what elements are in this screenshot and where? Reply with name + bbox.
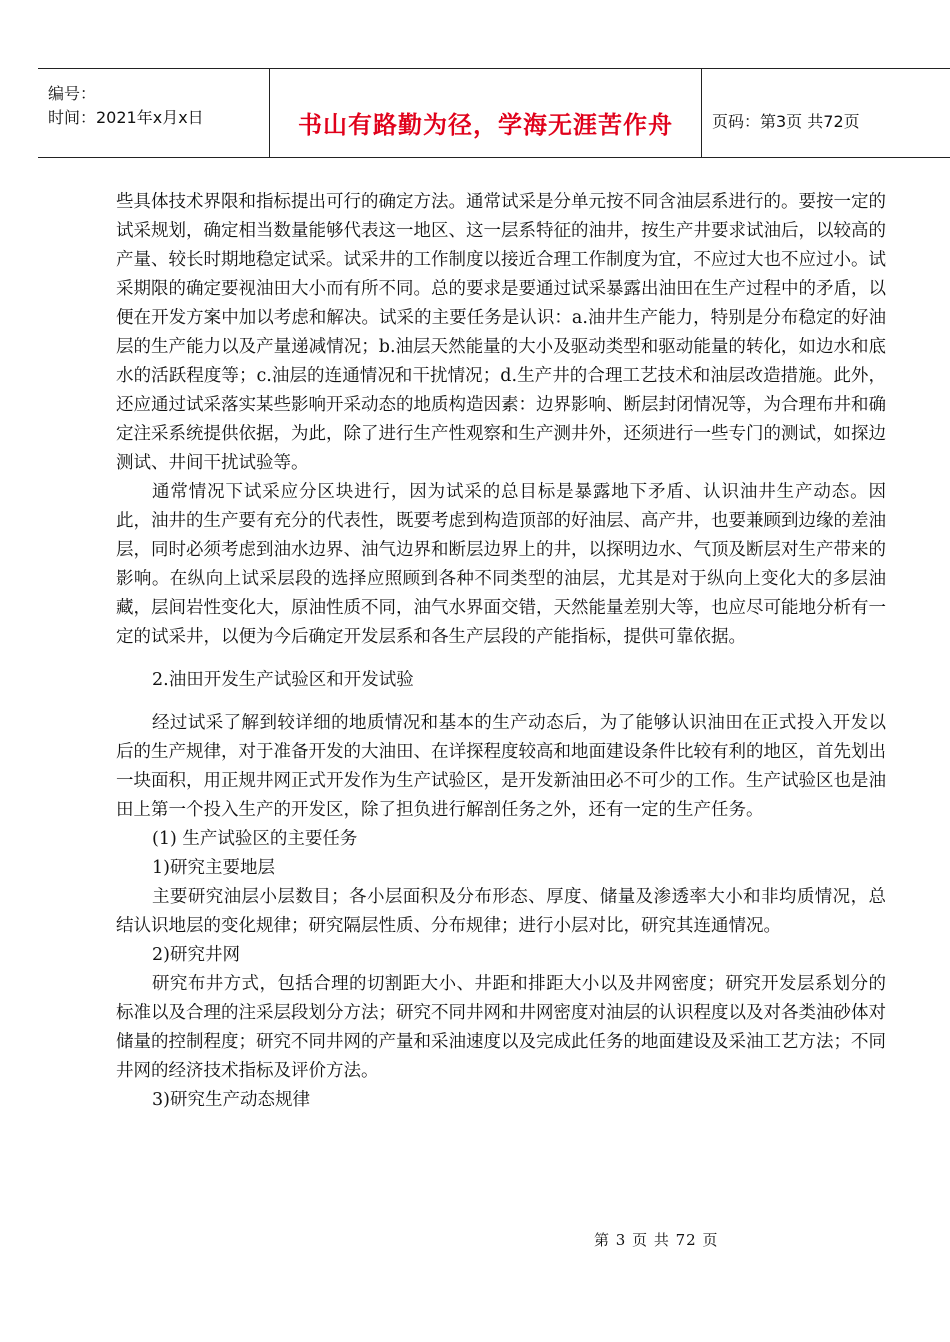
header-motto-cell	[270, 69, 702, 157]
list-item-well-pattern: 2)研究井网	[152, 945, 240, 965]
header-page-cell	[702, 69, 950, 157]
header-motto: 书山有路勤为径，学海无涯苦作舟	[298, 111, 673, 139]
paragraph-trial-blocks: 通常情况下试采应分区块进行，因为试采的总目标是暴露地下矛盾、认识油井生产动态。因此，油井的生产要有充分的代表性，既要考虑到构造顶部的好油层、高产井，也要兼顾到边缘的差油层，同时必须考虑到油水边界、油气边界和断层边界上的井，以探明边水、气顶及断层对生产带来的影响。在纵向上试采层段的选择应照顾到各种不同类型的油层，尤其是对于纵向上变化大的多层油藏，层间岩性变化大，原油性质不同，油气水界面交错，天然能量差别大等，也应尽可能地分析有一定的试采井，以便为今后确定开发层系和各生产层段的产能指标，提供可靠依据。	[116, 482, 886, 647]
document-code-label: 编号：	[48, 84, 97, 103]
paragraph-well-pattern: 研究布井方式，包括合理的切割距大小、井距和排距大小以及井网密度；研究开发层系划分的标准以及合理的注采层段划分方法；研究不同井网和井网密度对油层的认识程度以及对各类油砂体对储量的控制程度；研究不同井网的产量和采油速度以及完成此任务的地面建设及采油工艺方法；不同井网的经济技术指标及评价方法。	[116, 974, 886, 1081]
list-item-strata: 1)研究主要地层	[152, 858, 275, 878]
paragraph-pilot-area: 经过试采了解到较详细的地质情况和基本的生产动态后，为了能够认识油田在正式投入开发以后的生产规律，对于准备开发的大油田、在详探程度较高和地面建设条件比较有利的地区，首先划出一块面积，用正规井网正式开发作为生产试验区，是开发新油田必不可少的工作。生产试验区也是油田上第一个投入生产的开发区，除了担负进行解剖任务之外，还有一定的生产任务。	[116, 713, 886, 820]
list-item-dynamics: 3)研究生产动态规律	[152, 1090, 310, 1110]
section-heading: 2.油田开发生产试验区和开发试验	[152, 670, 414, 690]
paragraph-strata: 主要研究油层小层数目；各小层面积及分布形态、厚度、储量及渗透率大小和非均质情况，总结认识地层的变化规律；研究隔层性质、分布规律；进行小层对比，研究其连通情况。	[116, 887, 886, 936]
header-meta-cell	[38, 69, 270, 157]
page-footer: 第 3 页 共 72 页	[594, 1231, 719, 1249]
paragraph-trial-production: 些具体技术界限和指标提出可行的确定方法。通常试采是分单元按不同含油层系进行的。要按一定的试采规划，确定相当数量能够代表这一地区、这一层系特征的油井，按生产井要求试油后，以较高的产量、较长时期地稳定试采。试采井的工作制度以接近合理工作制度为宜，不应过大也不应过小。试采期限的确定要视油田大小而有所不同。总的要求是要通过试采暴露出油田在生产过程中的矛盾，以便在开发方案中加以考虑和解决。试采的主要任务是认识：a.油井生产能力，特别是分布稳定的好油层的生产能力以及产量递减情况；b.油层天然能量的大小及驱动类型和驱动能量的转化，如边水和底水的活跃程度等；c.油层的连通情况和干扰情况；d.生产井的合理工艺技术和油层改造措施。此外，还应通过试采落实某些影响开采动态的地质构造因素：边界影响、断层封闭情况等，为合理布井和确定注采系统提供依据，为此，除了进行生产性观察和生产测井外，还须进行一些专门的测试，如探边测试、井间干扰试验等。	[116, 192, 886, 473]
header-page-number: 页码：第3页 共72页	[712, 112, 860, 131]
document-body	[116, 188, 886, 1115]
document-time-label: 时间：2021年x月x日	[48, 108, 204, 127]
page-header	[38, 68, 950, 158]
subsection-title: (1) 生产试验区的主要任务	[152, 829, 358, 849]
